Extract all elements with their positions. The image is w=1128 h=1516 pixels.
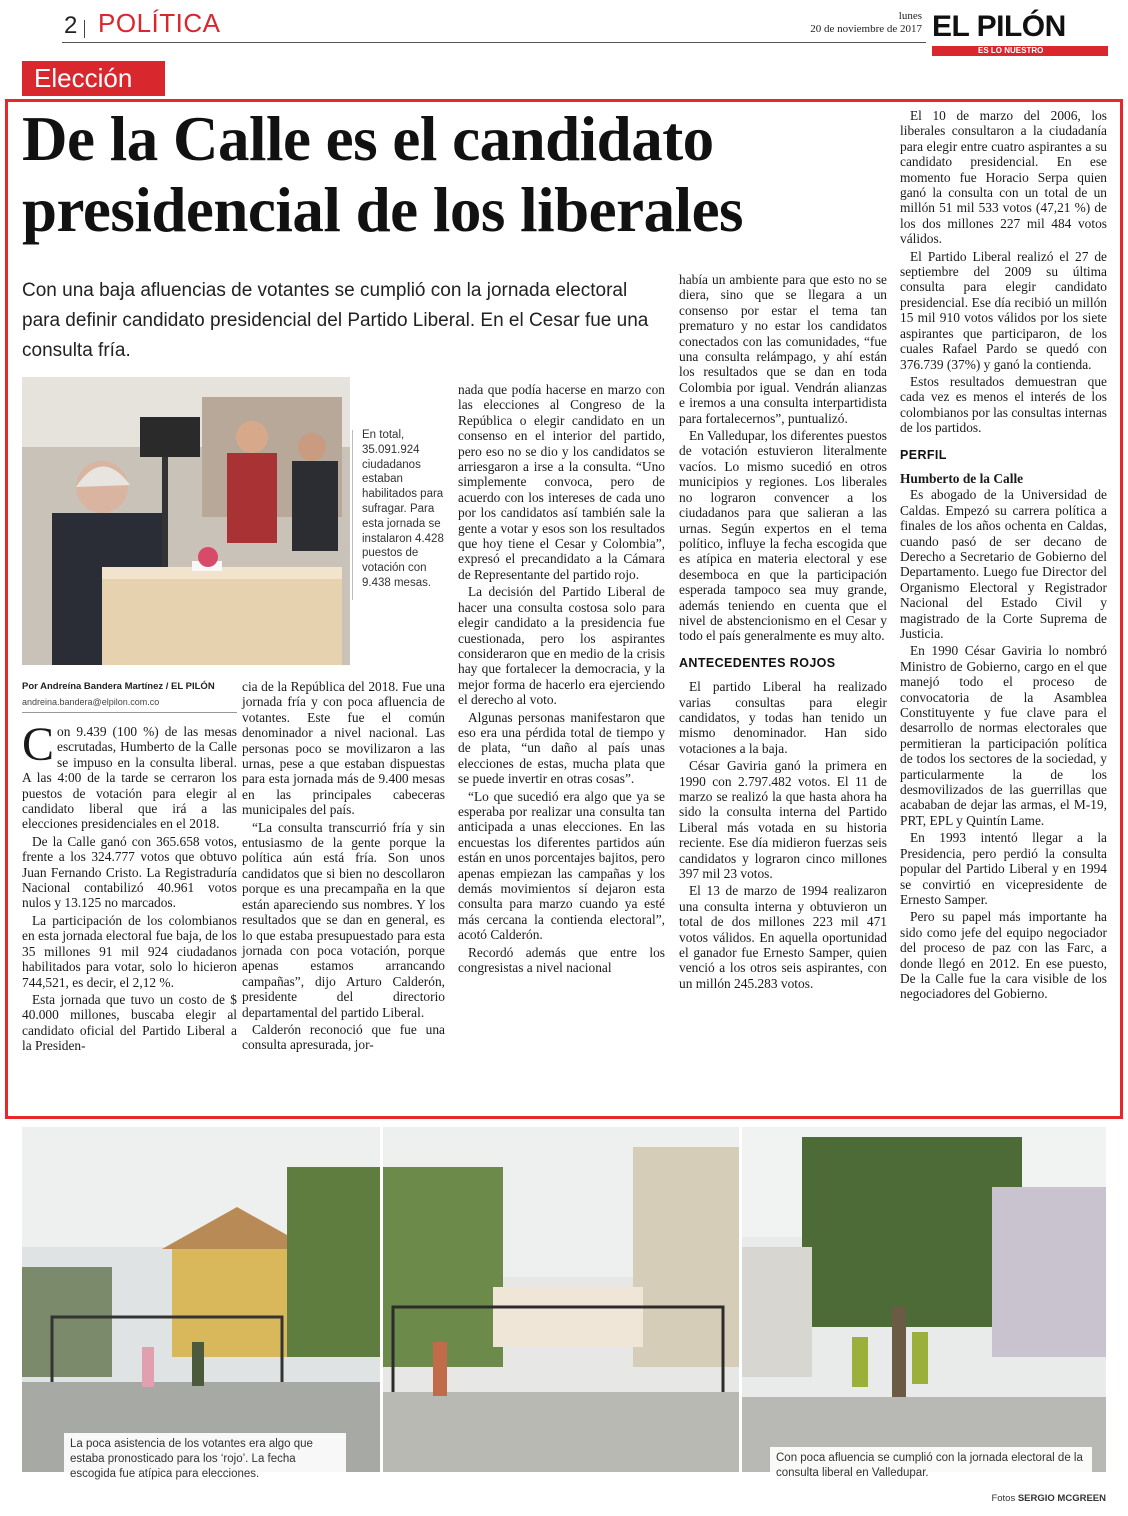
article-lede: Con una baja afluencias de votantes se cumplió con la jornada electoral para definir candidato presidencial del Partido Liberal. En el Cesar fue una consulta fría. [22, 280, 649, 361]
caption-divider [352, 430, 353, 600]
kicker-label: Elección [22, 61, 165, 96]
logo-tagline: ES LO NUESTRO [978, 46, 1044, 55]
bottom-caption-left: La poca asistencia de los votantes era algo que estaba pronosticado para los ‘rojo’. La fecha escogida fue atípica para elecciones. [64, 1433, 346, 1486]
school-gate-image [383, 1127, 739, 1472]
dateline [760, 10, 922, 36]
main-photo [22, 377, 350, 665]
article-column-5 [900, 108, 1107, 1004]
paragraph: El partido Liberal ha realizado varias consultas para elegir candidatos, y todas han tenido un mismo denominador. Han sido votaciones a la baja. [679, 679, 887, 756]
paragraph: Recordó además que entre los congresistas a nivel nacional [458, 944, 665, 976]
bottom-photo-right [742, 1127, 1106, 1472]
paragraph: Esta jornada que tuvo un costo de $ 40.000 millones, buscaba elegir al candidato oficial del Partido Liberal a la Presiden- [22, 991, 237, 1054]
profile-name: Humberto de la Calle [900, 470, 1024, 486]
paragraph: nada que podía hacerse en marzo con las elecciones al Congreso de la República o elegir candidato en un consenso en el interior del partido, pero eso no se dio y los candidatos se arriesgaron a irse a la consulta. “Uno simplemente convoca, pero de acuerdo con los intereses de cada uno por los candidatos así también sale la gente a votar y esos son los resultados que hoy tiene el Cesar y Colombia”, expresó el precandidato a la Cámara de Representante del partido rojo. [458, 382, 665, 582]
paragraph: La participación de los colombianos en esta jornada electoral fue baja, de los 35 millones 91 mil 924 ciudadanos habilitados para votar, solo lo hicieron 744,521, es decir, el 2,12 %. [22, 912, 237, 990]
polling-place-entrance-image [22, 1127, 380, 1472]
article-column-2 [242, 679, 445, 1055]
paragraph: César Gaviria ganó la primera en 1990 con 2.797.482 votos. El 11 de marzo se realizó la que hasta ahora ha sido la consulta interna del Partido Liberal más votada en su historia reciente. Ese día midieron fuerzas seis candidatos y lograron cinco millones 397 mil 23 votos. [679, 758, 887, 882]
police-at-polling-place-image [742, 1127, 1106, 1472]
paragraph: Es abogado de la Universidad de Caldas. Empezó su carrera política a finales de los años ochenta en Caldas, cuando pasó de ser decano de Derecho a Secretario de Gobierno del Departamento. Luego fue Director del Organismo Electoral y Registrador Nacional del Estado Civil y magistrado de la Corte Suprema de Justicia. [900, 487, 1107, 641]
byline-author: Por Andreína Bandera Martínez / EL PILÓN [22, 681, 215, 692]
section-title: POLÍTICA [98, 8, 221, 38]
newspaper-logo[interactable] [932, 12, 1112, 58]
paragraph: cia de la República del 2018. Fue una jornada fría y con poca afluencia de votantes. Este fue el común denominador a nivel nacional. Las personas poco se movilizaron a las urnas, pese a que estaban dispuestas para esta jornada más de 9.400 mesas en las principales cabeceras municipales del país. [242, 679, 445, 818]
bottom-caption-right: Con poca afluencia se cumplió con la jornada electoral de la consulta liberal en Valledupar. [770, 1447, 1092, 1485]
paragraph: El 10 de marzo del 2006, los liberales consultaron a la ciudadanía para elegir entre cuatro aspirantes a su candidato presidencial. En ese momento fue Horacio Serpa quien ganó la consulta con un total de un millón 51 mil 533 votos (47,21 %) de los dos millones 227 mil 484 votos válidos. [900, 108, 1107, 247]
photo-credit [960, 1493, 1106, 1504]
paragraph: La decisión del Partido Liberal de hacer una consulta costosa solo para elegir candidato a la presidencia fue cuestionada, pero los aspirantes consideraron que en medio de la crisis hay que fortalecer la democracia, y la mejor forma de hacerlo era ejerciendo el derecho al voto. [458, 584, 665, 708]
bottom-photo-left [22, 1127, 380, 1472]
paragraph: Estos resultados demuestran que cada vez es menos el interés de los colombianos por las consultas internas de los partidos. [900, 373, 1107, 436]
paragraph: En 1990 César Gaviria lo nombró Ministro de Gobierno, cargo en el que manejó todo el proceso de convocatoria de la Asamblea Constituyente y fue clave para el desarrollo de normas electorales que permitieran la participación política de todos los sectores de la sociedad, y particularmente la de los desmovilizados de las guerrillas que acababan de dejar las armas, el M-19, PRT, EPL y Quintín Lame. [900, 643, 1107, 828]
article-column-3 [458, 382, 665, 977]
article-column-1 [22, 718, 237, 1056]
article-column-4 [679, 272, 887, 993]
photo-caption: En total, 35.091.924 ciudadanos estaban habilitados para sufragar. Para esta jornada se instalaron 4.428 puestos de votación con 9.438 mesas. [362, 429, 444, 589]
paragraph-text: on 9.439 (100 %) de las mesas escrutadas, Humberto de la Calle se impuso en la consulta liberal. A las 4:00 de la tarde se cerraron los puestos de votación para elegir al candidato liberal que irá a las elecciones presidenciales en el 2018. [22, 724, 237, 832]
paragraph: El 13 de marzo de 1994 realizaron una consulta interna y obtuvieron un total de dos millones 223 mil 471 votos válidos. En aquella oportunidad el ganador fue Ernesto Samper, quien venció a los otros seis aspirantes, con un millón 245.283 votos. [679, 883, 887, 991]
paragraph: En Valledupar, los diferentes puestos de votación estuvieron literalmente vacíos. Lo mismo sucedió en otros municipios y regiones. Los liberales no lograron convencer a los ciudadanos para que salieran a las urnas. Según expertos en el tema político, influye la fecha escogida que es atípica en materia electoral y ese desemboca en que la participación esperada tampoco sea muy grande, además teniendo en cuenta que el nivel de abstencionismo en el Cesar y todo el país generalmente es muy alto. [679, 428, 887, 644]
voting-scene-image [22, 377, 350, 665]
article-headline: De la Calle es el candidato presidencial de los liberales [22, 104, 744, 245]
page-number-divider [84, 20, 85, 38]
page-number: 2 [64, 12, 78, 39]
paragraph: “Lo que sucedió era algo que ya se esperaba por realizar una consulta tan anticipada a unas elecciones. En las encuestas los diferentes partidos aún están en unos porcentajes bajitos, pero apenas empiezan las campañas y los demás movimientos sí dejaron esta consulta para marzo cuando ya esté más cercana la contienda electoral”, acotó Calderón. [458, 788, 665, 943]
paragraph: De la Calle ganó con 365.658 votos, frente a los 324.777 votos que obtuvo Juan Fernando Cristo. La Registraduría Nacional contabilizó 40.961 votos nulos y 13.125 no marcados. [22, 833, 237, 911]
photo-credit-name: SERGIO MCGREEN [1017, 1493, 1106, 1504]
paragraph: “La consulta transcurrió fría y sin entusiasmo de la gente porque la política aún está fría. Son unos candidatos que si bien no descollaron porque es una precampaña en la que están apareciendo sus nombres. Y los resultados que se dan en general, es lo que estaba presupuestado para esta jornada con poca votación, porque apenas estamos arrancando campañas”, dijo Arturo Calderón, presidente del directorio departamental del partido Liberal. [242, 819, 445, 1020]
bottom-photo-center [383, 1127, 739, 1472]
page-header [0, 0, 1128, 60]
paragraph: El Partido Liberal realizó el 27 de septiembre del 2009 su última consulta para elegir candidato presidencial. Ese día recibió un millón 15 mil 910 votos válidos por los siete aspirantes que participaron, de los cuales Rafael Pardo se quedó con 376.739 (37%) y ganó la contienda. [900, 248, 1107, 372]
paragraph: había un ambiente para que esto no se diera, sino que se llegara a un consenso por estar el tema tan prematuro y no estar los candidatos conectados con las comunidades, “fue una consulta relámpago, y ahí están los resultados que se dan en toda Colombia por igual. Vendrán alianzas e iremos a una consulta interpartidista para fortalecernos”, puntualizó. [679, 272, 887, 426]
paragraph: Algunas personas manifestaron que eso era una pérdida total de tiempo y de plata, “un daño al país unas elecciones de estas, mucha plata que se puede invertir en otras cosas”. [458, 709, 665, 787]
header-rule [62, 42, 926, 43]
photo-credit-prefix: Fotos [991, 1493, 1016, 1504]
paragraph: En 1993 intentó llegar a la Presidencia, pero perdió la consulta popular del Partido Liberal y en 1994 se convirtió en vicepresidente de Ernesto Samper. [900, 830, 1107, 907]
dropcap: C [22, 718, 55, 771]
issue-date: 20 de noviembre de 2017 [810, 23, 922, 35]
issue-day: lunes [898, 10, 922, 22]
subheading-perfil: PERFIL [900, 447, 947, 462]
logo-wordmark: EL PILÓN [932, 10, 1066, 43]
byline-rule [22, 712, 237, 713]
paragraph [22, 718, 237, 832]
paragraph: Calderón reconoció que fue una consulta apresurada, jor- [242, 1021, 445, 1053]
byline-email[interactable]: andreina.bandera@elpilon.com.co [22, 697, 160, 707]
paragraph: Pero su papel más importante ha sido como jefe del equipo negociador del proceso de paz con las Farc, a donde llegó en 2012. En ese puesto, De la Calle fue la cara visible de los negociadores del Gobierno. [900, 909, 1107, 1002]
subheading-antecedentes: ANTECEDENTES ROJOS [679, 655, 836, 670]
